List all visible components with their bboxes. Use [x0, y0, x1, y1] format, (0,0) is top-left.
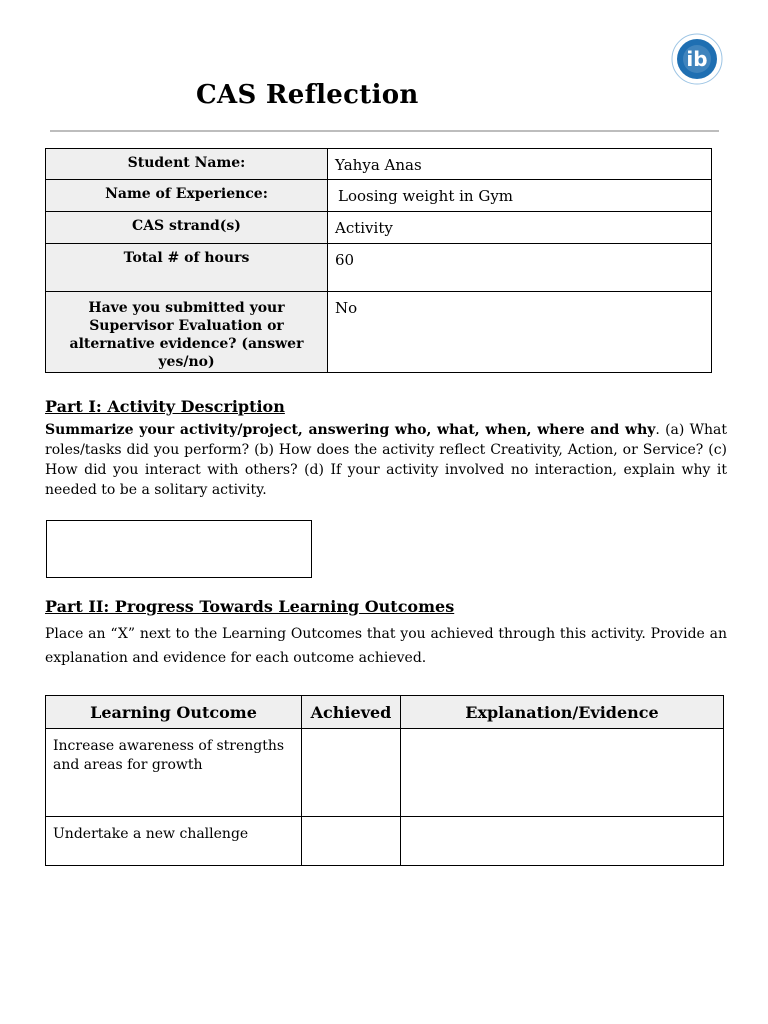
- evidence-cell[interactable]: [401, 729, 724, 817]
- cas-strand-label: CAS strand(s): [46, 212, 328, 244]
- part1-instruction-bold: Summarize your activity/project, answering who, what, when, where and why: [45, 422, 656, 438]
- table-row: [46, 292, 712, 373]
- experience-name-label: Name of Experience:: [46, 180, 328, 212]
- part2-heading: Part II: Progress Towards Learning Outcomes: [45, 597, 455, 616]
- achieved-header: Achieved: [302, 696, 401, 729]
- achieved-cell[interactable]: [302, 729, 401, 817]
- total-hours-value[interactable]: 60: [328, 244, 712, 292]
- activity-description-box[interactable]: [46, 520, 312, 578]
- experience-name-value[interactable]: Loosing weight in Gym: [328, 180, 712, 212]
- part1-heading: Part I: Activity Description: [45, 397, 285, 416]
- student-info-table: [45, 148, 712, 373]
- learning-outcome-header: Learning Outcome: [46, 696, 302, 729]
- table-header-row: [46, 696, 724, 729]
- supervisor-evaluation-label: Have you submitted your Supervisor Evaluation or alternative evidence? (answer yes/no): [46, 292, 328, 373]
- table-row: [46, 212, 712, 244]
- student-name-value[interactable]: Yahya Anas: [328, 149, 712, 180]
- part2-instructions: Place an “X” next to the Learning Outcomes that you achieved through this activity. Provide an explanation and evidence for each outcome achieved.: [45, 626, 727, 666]
- part1-instruction-rest: . (a) What roles/tasks did you perform? (b) How does the activity reflect Creativity, Action, or Service? (c) How did you interact with others? (d) If your activity involved no interaction, explain why it needed to be a solitary activity.: [45, 422, 727, 498]
- part1-instructions: [45, 420, 727, 500]
- table-row: [46, 817, 724, 866]
- page-title: CAS Reflection: [196, 80, 419, 110]
- ib-world-school-logo: [670, 32, 724, 86]
- outcome-cell: Undertake a new challenge: [46, 817, 302, 866]
- table-row: [46, 180, 712, 212]
- achieved-cell[interactable]: [302, 817, 401, 866]
- evidence-cell[interactable]: [401, 817, 724, 866]
- table-row: [46, 729, 724, 817]
- learning-outcomes-table: [45, 695, 724, 866]
- table-row: [46, 244, 712, 292]
- student-name-label: Student Name:: [46, 149, 328, 180]
- evidence-header: Explanation/Evidence: [401, 696, 724, 729]
- outcome-cell: Increase awareness of strengths and areas for growth: [46, 729, 302, 817]
- cas-strand-value[interactable]: Activity: [328, 212, 712, 244]
- supervisor-evaluation-value[interactable]: No: [328, 292, 712, 373]
- total-hours-label: Total # of hours: [46, 244, 328, 292]
- title-divider: [50, 130, 719, 132]
- svg-text:ib: ib: [686, 47, 708, 71]
- table-row: [46, 149, 712, 180]
